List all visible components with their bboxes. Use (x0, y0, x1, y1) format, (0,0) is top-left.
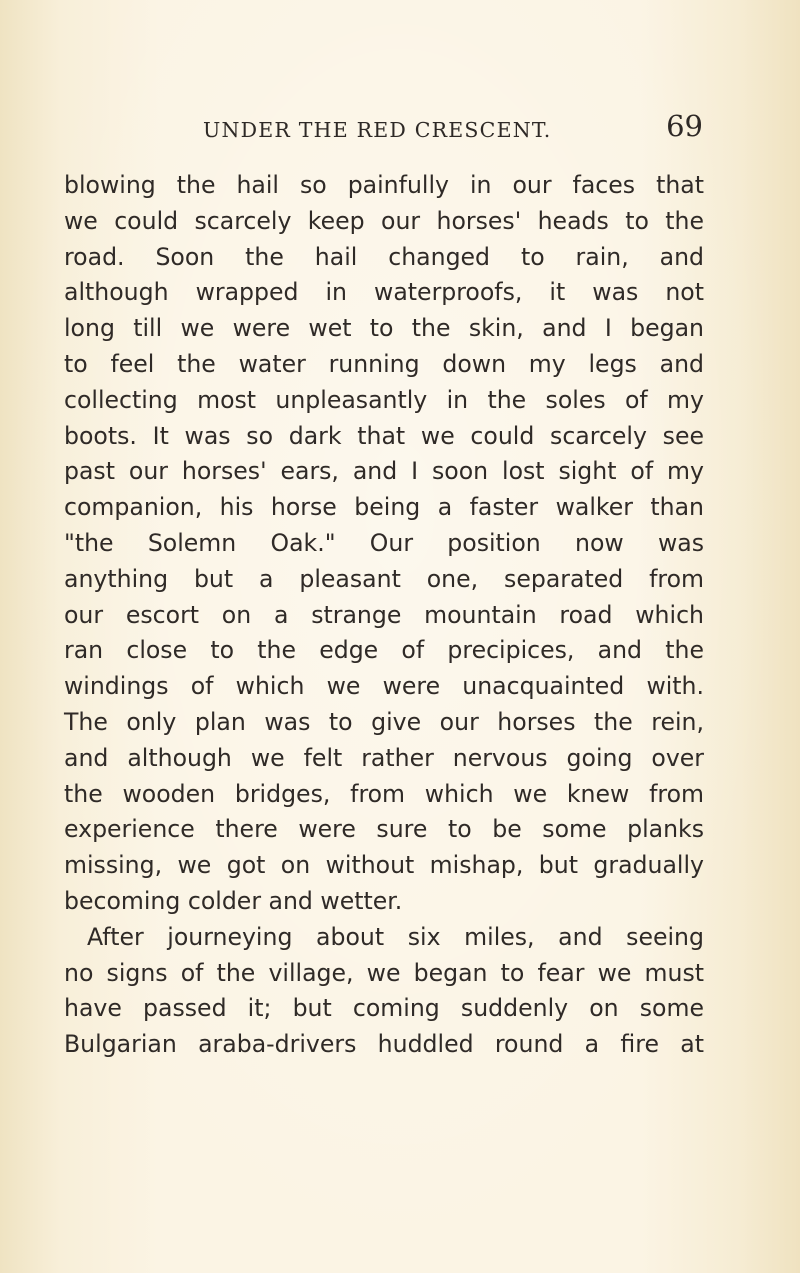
text-line: windings of which we were unacquainted with. (64, 672, 704, 701)
text-line: missing, we got on without mishap, but gradually (64, 851, 704, 880)
page-header (203, 106, 703, 152)
text-line: After journeying about six miles, and seeing (87, 922, 704, 951)
text-line: becoming colder and wetter. (64, 886, 403, 915)
text-line: and although we felt rather nervous going over (64, 743, 704, 772)
running-title: UNDER THE RED CRESCENT. (203, 118, 552, 142)
text-line: Bulgarian araba-drivers huddled round a fire at (64, 1030, 704, 1059)
text-line: blowing the hail so painfully in our faces that (64, 171, 704, 199)
text-line: road. Soon the hail changed to rain, and (64, 242, 704, 271)
text-line: to feel the water running down my legs and (64, 349, 704, 378)
text-line: boots. It was so dark that we could scarcely see (64, 421, 704, 450)
text-line: long till we were wet to the skin, and I began (64, 314, 704, 343)
text-line: "the Solemn Oak." Our position now was (64, 528, 704, 557)
page-number: 69 (666, 109, 703, 143)
text-line: we could scarcely keep our horses' heads to the (64, 206, 704, 235)
text-line: The only plan was to give our horses the rein, (64, 707, 704, 736)
text-line: no signs of the village, we began to fear we must (64, 958, 704, 987)
text-line: past our horses' ears, and I soon lost sight of my (64, 457, 704, 486)
text-line: experience there were sure to be some planks (64, 815, 704, 844)
text-line: companion, his horse being a faster walker than (64, 493, 704, 522)
text-line: although wrapped in waterproofs, it was not (64, 278, 704, 307)
text-line: anything but a pleasant one, separated from (64, 564, 704, 593)
text-line: have passed it; but coming suddenly on some (64, 994, 704, 1023)
body-text (64, 168, 704, 1063)
text-line: collecting most unpleasantly in the soles of my (64, 385, 704, 414)
text-line: our escort on a strange mountain road which (64, 600, 704, 629)
text-line: ran close to the edge of precipices, and the (64, 636, 704, 665)
text-line: the wooden bridges, from which we knew from (64, 779, 704, 808)
